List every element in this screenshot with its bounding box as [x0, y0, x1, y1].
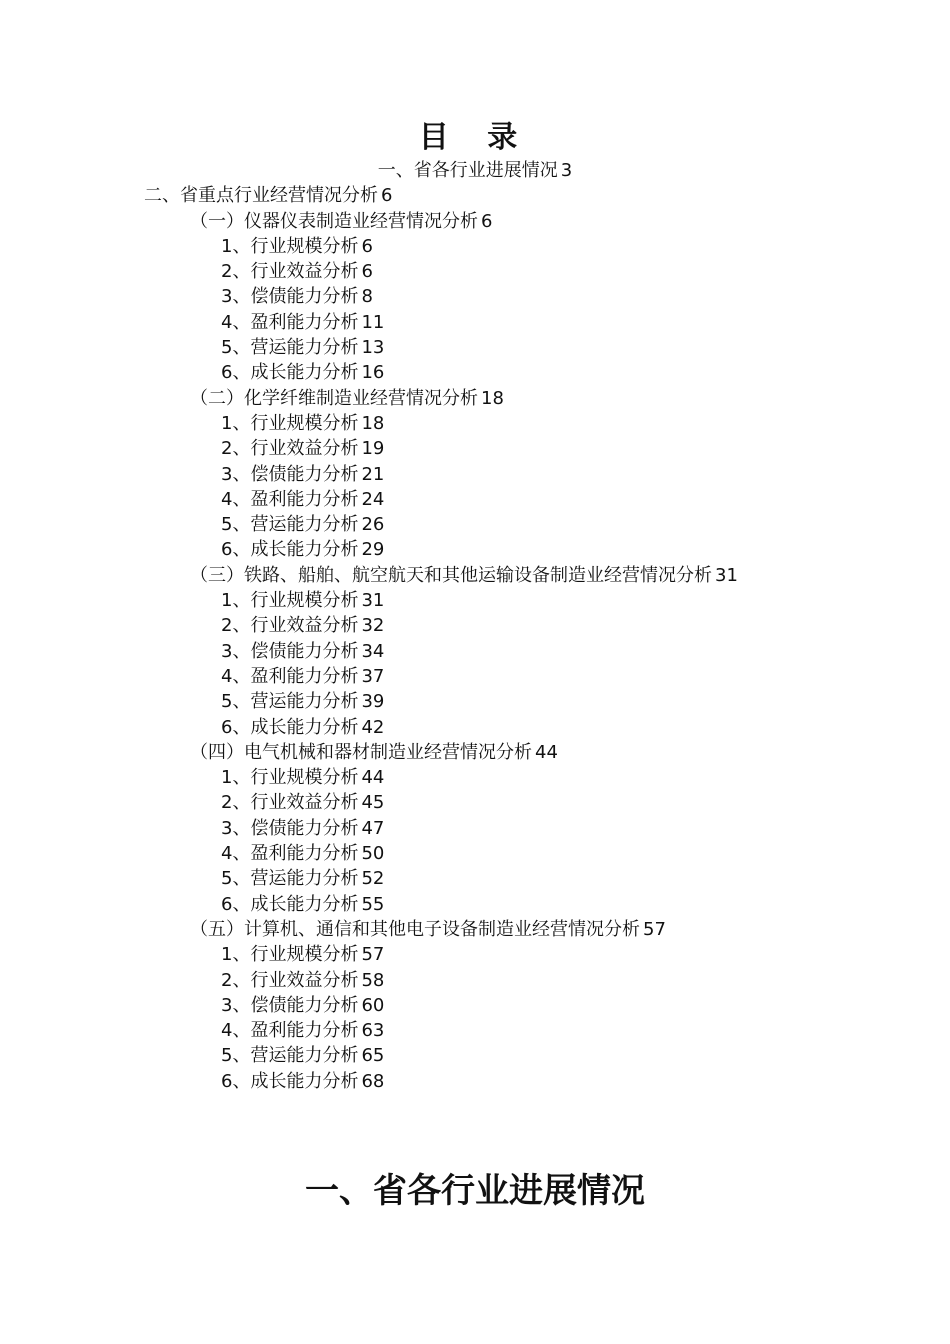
toc-entry-text: 2、行业效益分析	[221, 438, 359, 460]
toc-entry-text: 3、偿债能力分析	[221, 286, 359, 308]
toc-entry[interactable]	[0, 715, 950, 740]
toc-entry-page-number: 52	[361, 868, 385, 890]
toc-entry-page-number: 18	[361, 412, 385, 434]
toc-entry-text: 5、营运能力分析	[221, 868, 359, 890]
toc-entry[interactable]	[0, 360, 950, 385]
toc-entry-text: 1、行业规模分析	[221, 412, 359, 434]
toc-entry-text: 1、行业规模分析	[221, 235, 359, 257]
toc-entry-page-number: 16	[361, 362, 385, 384]
toc-entry-page-number: 37	[361, 665, 385, 687]
toc-entry-page-number: 39	[361, 691, 385, 713]
toc-entry-page-number: 18	[481, 387, 504, 409]
toc-entry-text: 2、行业效益分析	[221, 969, 359, 991]
toc-entry-text: 4、盈利能力分析	[221, 311, 359, 333]
toc-entry-text: 5、营运能力分析	[221, 1045, 359, 1067]
toc-entry[interactable]	[0, 639, 950, 664]
toc-entry[interactable]	[0, 259, 950, 284]
toc-entry-page-number: 57	[361, 944, 385, 966]
toc-entry-page-number: 32	[361, 615, 385, 637]
toc-entry[interactable]	[0, 613, 950, 638]
toc-entry-page-number: 6	[361, 261, 373, 283]
toc-entry[interactable]	[0, 866, 950, 891]
toc-entry-text: 2、行业效益分析	[221, 615, 359, 637]
toc-entry-text: 5、营运能力分析	[221, 514, 359, 536]
toc-entry-text: 4、盈利能力分析	[221, 1020, 359, 1042]
toc-entry-text: 3、偿债能力分析	[221, 640, 359, 662]
toc-entry[interactable]	[0, 841, 950, 866]
toc-entry-text: 5、营运能力分析	[221, 691, 359, 713]
toc-entry-text: （三）铁路、船舶、航空航天和其他运输设备制造业经营情况分析	[190, 564, 712, 586]
toc-entry[interactable]	[0, 588, 950, 613]
toc-entry[interactable]	[0, 740, 950, 765]
toc-entry[interactable]	[0, 436, 950, 461]
toc-entry-text: 6、成长能力分析	[221, 716, 359, 738]
section-heading: 一、省各行业进展情况	[305, 1171, 645, 1211]
toc-entry[interactable]	[0, 563, 950, 588]
toc-entry-page-number: 31	[715, 564, 738, 586]
toc-entry-text: 二、省重点行业经营情况分析	[144, 185, 378, 207]
toc-entry-page-number: 57	[643, 918, 666, 940]
toc-entry[interactable]	[0, 335, 950, 360]
toc-entry-page-number: 55	[361, 893, 385, 915]
toc-entry-text: （二）化学纤维制造业经营情况分析	[190, 387, 478, 409]
toc-entry-page-number: 6	[481, 210, 493, 232]
toc-entry[interactable]	[0, 310, 950, 335]
toc-entry-page-number: 26	[361, 514, 385, 536]
toc-entry-page-number: 8	[361, 286, 373, 308]
toc-entry-text: 6、成长能力分析	[221, 893, 359, 915]
toc-entry[interactable]	[0, 183, 950, 208]
toc-entry-page-number: 60	[361, 994, 385, 1016]
toc-entry-page-number: 11	[361, 311, 385, 333]
toc-entry-text: 4、盈利能力分析	[221, 488, 359, 510]
toc-entry-page-number: 3	[560, 160, 573, 181]
toc-entry-page-number: 58	[361, 969, 385, 991]
toc-entry[interactable]	[0, 487, 950, 512]
toc-entry-page-number: 47	[361, 817, 385, 839]
toc-entry-page-number: 63	[361, 1020, 385, 1042]
toc-title: 目 录	[418, 120, 532, 155]
toc-entry-page-number: 29	[361, 539, 385, 561]
toc-entry[interactable]	[0, 537, 950, 562]
toc-entry-page-number: 42	[361, 716, 385, 738]
toc-entry-text: 3、偿债能力分析	[221, 463, 359, 485]
toc-entry-text: 1、行业规模分析	[221, 590, 359, 612]
toc-entry-text: 6、成长能力分析	[221, 362, 359, 384]
toc-entry-page-number: 21	[361, 463, 385, 485]
toc-entry-page-number: 68	[361, 1070, 385, 1092]
toc-entry-text: 3、偿债能力分析	[221, 817, 359, 839]
toc-entry-page-number: 31	[361, 590, 385, 612]
toc-entry[interactable]	[0, 284, 950, 309]
table-of-contents	[0, 158, 950, 1094]
toc-entry-page-number: 6	[361, 235, 373, 257]
toc-entry[interactable]	[0, 234, 950, 259]
toc-entry-text: 5、营运能力分析	[221, 337, 359, 359]
toc-entry[interactable]	[0, 993, 950, 1018]
toc-entry[interactable]	[0, 917, 950, 942]
toc-entry[interactable]	[0, 411, 950, 436]
toc-entry-page-number: 19	[361, 438, 385, 460]
toc-entry[interactable]	[0, 462, 950, 487]
toc-entry[interactable]	[0, 816, 950, 841]
toc-entry-text: 1、行业规模分析	[221, 767, 359, 789]
toc-entry[interactable]	[0, 512, 950, 537]
toc-entry[interactable]	[0, 386, 950, 411]
toc-entry-text: 2、行业效益分析	[221, 261, 359, 283]
toc-entry-page-number: 13	[361, 337, 385, 359]
toc-entry-page-number: 6	[381, 185, 393, 207]
toc-entry-text: 一、省各行业进展情况	[377, 160, 558, 181]
toc-entry-text: （五）计算机、通信和其他电子设备制造业经营情况分析	[190, 918, 640, 940]
toc-entry[interactable]	[0, 892, 950, 917]
toc-entry[interactable]	[0, 664, 950, 689]
toc-entry[interactable]	[0, 765, 950, 790]
toc-entry-text: （四）电气机械和器材制造业经营情况分析	[190, 741, 532, 763]
toc-entry[interactable]	[0, 968, 950, 993]
toc-entry[interactable]	[0, 790, 950, 815]
toc-entry-text: 1、行业规模分析	[221, 944, 359, 966]
toc-entry-text: 2、行业效益分析	[221, 792, 359, 814]
toc-entry[interactable]	[0, 689, 950, 714]
toc-entry-text: 6、成长能力分析	[221, 539, 359, 561]
toc-entry-text: 6、成长能力分析	[221, 1070, 359, 1092]
toc-entry-page-number: 45	[361, 792, 385, 814]
toc-entry[interactable]	[0, 942, 950, 967]
toc-entry[interactable]	[0, 209, 950, 234]
toc-entry-page-number: 65	[361, 1045, 385, 1067]
toc-entry-page-number: 50	[361, 843, 385, 865]
toc-entry-text: 3、偿债能力分析	[221, 994, 359, 1016]
toc-entry[interactable]	[0, 1018, 950, 1043]
toc-entry[interactable]	[0, 1069, 950, 1094]
toc-entry-page-number: 44	[361, 767, 385, 789]
toc-entry-page-number: 44	[535, 741, 558, 763]
toc-entry-text: （一）仪器仪表制造业经营情况分析	[190, 210, 478, 232]
toc-entry-text: 4、盈利能力分析	[221, 843, 359, 865]
toc-entry-page-number: 24	[361, 488, 385, 510]
toc-entry[interactable]	[0, 1043, 950, 1068]
toc-entry-text: 4、盈利能力分析	[221, 665, 359, 687]
toc-entry[interactable]	[0, 158, 950, 183]
toc-entry-page-number: 34	[361, 640, 385, 662]
